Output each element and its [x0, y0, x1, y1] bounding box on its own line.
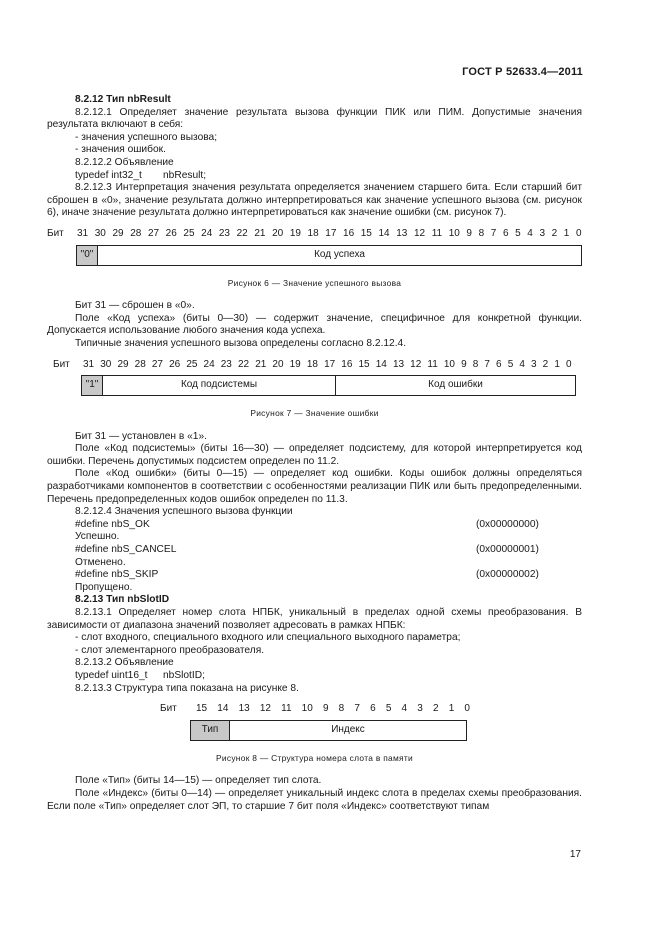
list-item: - слот входного, специального входного или специального выходного параметра;: [75, 632, 461, 644]
error-cell: Код ошибки: [428, 379, 483, 391]
bit-number: 13: [392, 358, 405, 370]
bit-number: 0: [565, 358, 572, 370]
bit-number: 3: [531, 358, 537, 370]
bit-number: 12: [413, 227, 426, 239]
bit-number: 14: [375, 358, 387, 370]
figure-caption: Рисунок 8 — Структура номера слота в памяти: [215, 752, 414, 763]
bit-number: 23: [220, 358, 232, 370]
bit-number: 6: [370, 703, 376, 715]
bit-number-row: [83, 359, 582, 372]
define-line: [47, 569, 582, 582]
flag-cell: "1": [82, 376, 103, 395]
index-cell: Индекс: [331, 723, 365, 735]
paragraph: 8.2.13.1 Определяет номер слота НПБК, уникальный в пределах одной схемы преобразования. В зависимости от диапазона значений позволяет адресовать в рамках НПБК:: [47, 607, 582, 631]
bit-number: 31: [83, 358, 95, 370]
figure-6: [47, 228, 582, 289]
bit-number: 6: [496, 358, 502, 370]
bit-number: 10: [448, 227, 460, 239]
bit-number: 20: [272, 227, 284, 239]
bit-label: Бит: [160, 703, 177, 715]
bit-number: 19: [289, 358, 301, 370]
bit-number: 15: [196, 703, 208, 715]
type-cell: Тип: [191, 721, 230, 740]
bit-number: 12: [259, 703, 271, 715]
paragraph: Типичные значения успешного вызова определены согласно 8.2.12.4.: [75, 337, 407, 349]
define-line: [47, 519, 582, 532]
bit-number: 5: [507, 358, 514, 370]
bit-number: 10: [443, 358, 455, 370]
bit-number: 15: [358, 358, 370, 370]
paragraph: Поле «Код подсистемы» (биты 16—30) — определяет подсистему, для которой интерпретируется код ошибки. Перечень допустимых подсистем определен по 11.2.: [47, 443, 582, 467]
bit-number: 7: [354, 703, 360, 715]
bit-number: 16: [341, 358, 353, 370]
define-value: (0x00000000): [476, 518, 539, 530]
bit-number: 30: [94, 227, 106, 239]
figure-caption: Рисунок 6 — Значение успешного вызова: [227, 277, 402, 288]
paragraph: 8.2.12.3 Интерпретация значения результата определяется значением старшего бита. Если старший бит сброшен в «0», значение результата должно интерпретироваться как значение успешного вызова (см. рисунок 6), иначе значение результата должно интерпретироваться как значение ошибки (см. рисунок 7).: [47, 182, 582, 219]
figure-caption: Рисунок 7 — Значение ошибки: [250, 408, 379, 419]
typedef-name: nbResult;: [163, 169, 207, 181]
register-diagram: [190, 720, 467, 741]
bit-number: 8: [338, 703, 345, 715]
list-item: - значения ошибок.: [75, 144, 166, 156]
bit-number: 29: [112, 227, 124, 239]
bit-number: 29: [117, 358, 129, 370]
paragraph: Бит 31 — сброшен в «0».: [75, 300, 195, 312]
bit-number: 25: [186, 358, 198, 370]
define-value: (0x00000002): [476, 569, 539, 581]
bit-number: 11: [427, 358, 438, 370]
bit-number: 1: [563, 227, 570, 239]
bit-number: 17: [324, 358, 336, 370]
define-description: Пропущено.: [75, 581, 133, 593]
bit-number: 7: [490, 227, 497, 239]
bit-number: 15: [360, 227, 372, 239]
figure-7: [47, 359, 582, 420]
paragraph: Поле «Код ошибки» (биты 0—15) — определяет код ошибки. Коды ошибок должны определяться разработчиками компонентов в соответствии с особенностями реализации ПИК или быть предопределенными. Перечень предопределенных кодов ошибок определен по 11.3.: [47, 468, 582, 505]
bit-numbers: [47, 228, 582, 241]
bit-number: 5: [515, 227, 521, 239]
register-diagram: [76, 245, 582, 266]
bit-number: 4: [519, 358, 525, 370]
flag-cell: "0": [77, 246, 98, 265]
bit-number: 28: [134, 358, 146, 370]
bit-number: 17: [325, 227, 337, 239]
typedef-line: [47, 670, 582, 683]
bit-number: 12: [410, 358, 422, 370]
bit-number: 16: [343, 227, 355, 239]
typedef-name: nbSlotID;: [163, 669, 205, 681]
bit-number: 14: [378, 227, 390, 239]
paragraph: 8.2.12.1 Определяет значение результата вызова функции ПИК или ПИМ. Допустимые значения результата включают в себя:: [47, 106, 582, 131]
define-name: #define nbS_CANCEL: [75, 544, 177, 556]
section-heading-8-2-12: 8.2.12 Тип nbResult: [75, 94, 171, 105]
bit-number: 18: [306, 358, 318, 370]
bit-number: 9: [461, 358, 467, 370]
doc-code: ГОСТ Р 52633.4—2011: [462, 66, 583, 78]
field-cell: Код успеха: [314, 248, 365, 260]
bit-number: 21: [255, 358, 267, 370]
bit-number: 6: [502, 227, 509, 239]
bit-number: 13: [238, 703, 250, 715]
list-item: - значения успешного вызова;: [75, 131, 218, 143]
bit-number: 3: [417, 703, 423, 715]
define-description: Успешно.: [75, 531, 120, 543]
bit-number: 13: [396, 227, 408, 239]
bit-number: 7: [484, 358, 490, 370]
figure-8: [47, 703, 582, 764]
bit-number-row: [196, 703, 470, 716]
register-diagram: [81, 375, 576, 396]
bit-label: Бит: [47, 227, 64, 239]
bit-number: 0: [464, 703, 470, 715]
typedef-line: [47, 170, 582, 183]
bit-number: 0: [575, 227, 582, 239]
bit-number: 31: [77, 227, 89, 239]
bit-number: 8: [472, 358, 479, 370]
paragraph: 8.2.12.2 Объявление: [75, 156, 174, 168]
document-body: [47, 94, 582, 813]
define-name: #define nbS_OK: [75, 518, 150, 530]
bit-number: 24: [201, 227, 213, 239]
bit-number: 2: [542, 358, 549, 370]
section-heading-8-2-13: 8.2.13 Тип nbSlotID: [75, 594, 170, 606]
paragraph: 8.2.13.3 Структура типа показана на рисунке 8.: [75, 682, 299, 694]
typedef-keyword: typedef uint16_t: [75, 669, 148, 681]
bit-number: 26: [169, 358, 181, 370]
bit-label: Бит: [53, 358, 70, 370]
bit-number: 27: [147, 227, 160, 239]
bit-number: 11: [281, 703, 292, 715]
paragraph: Поле «Индекс» (биты 0—14) — определяет уникальный индекс слота в пределах схемы преобразования. Если поле «Тип» определяет слот ЭП, то старшие 7 бит поля «Индекс» соответствуют типам: [47, 787, 582, 812]
bit-number: 22: [236, 227, 248, 239]
bit-number: 4: [527, 227, 533, 239]
define-name: #define nbS_SKIP: [75, 569, 159, 581]
bit-number: 9: [322, 703, 329, 715]
bit-number: 19: [289, 227, 301, 239]
typedef-keyword: typedef int32_t: [75, 169, 142, 181]
bit-number: 28: [130, 227, 142, 239]
bit-number: 8: [478, 227, 485, 239]
bit-number: 5: [385, 703, 392, 715]
bit-number: 20: [272, 358, 284, 370]
bit-number: 18: [307, 227, 319, 239]
bit-number: 26: [165, 227, 177, 239]
paragraph: Поле «Тип» (биты 14—15) — определяет тип слота.: [75, 775, 322, 787]
bit-numbers: [47, 359, 582, 372]
bit-number: 25: [183, 227, 195, 239]
paragraph: Бит 31 — установлен в «1».: [75, 430, 207, 442]
define-line: [47, 544, 582, 557]
bit-number-row: [77, 228, 582, 241]
subsystem-cell: Код подсистемы: [103, 376, 336, 395]
bit-number: 14: [217, 703, 229, 715]
paragraph: 8.2.12.4 Значения успешного вызова функции: [75, 506, 293, 518]
bit-number: 1: [554, 358, 560, 370]
list-item: - слот элементарного преобразователя.: [75, 644, 265, 656]
bit-number: 2: [432, 703, 439, 715]
bit-numbers: [47, 703, 470, 716]
bit-number: 2: [551, 227, 558, 239]
define-description: Отменено.: [75, 556, 126, 568]
bit-number: 3: [539, 227, 546, 239]
bit-number: 9: [466, 227, 472, 239]
bit-number: 11: [431, 227, 443, 239]
bit-number: 24: [203, 358, 215, 370]
paragraph: Поле «Код успеха» (биты 0—30) — содержит значение, специфичное для конкретной функции. Допускается использование любого значения кода успеха.: [47, 312, 582, 337]
paragraph: 8.2.13.2 Объявление: [75, 657, 174, 669]
bit-number: 30: [100, 358, 112, 370]
bit-number: 4: [401, 703, 408, 715]
page-number: 17: [569, 849, 581, 860]
bit-number: 1: [448, 703, 455, 715]
bit-number: 23: [218, 227, 230, 239]
define-value: (0x00000001): [476, 544, 539, 556]
bit-number: 27: [151, 358, 163, 370]
bit-number: 22: [237, 358, 250, 370]
bit-number: 21: [254, 227, 266, 239]
bit-number: 10: [301, 703, 313, 715]
